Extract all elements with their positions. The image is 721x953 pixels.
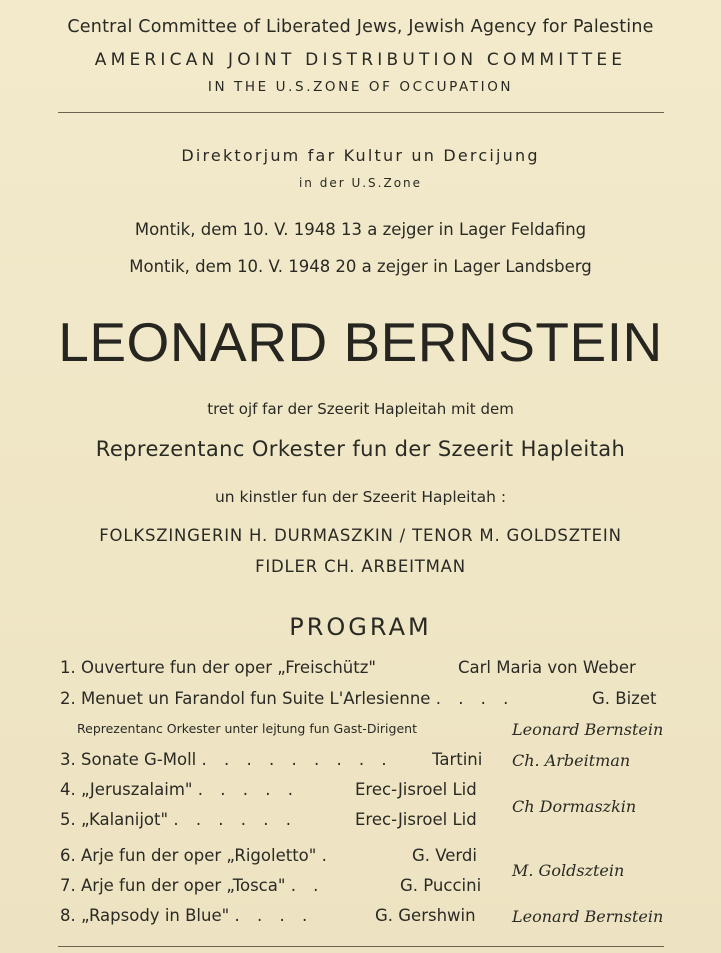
intro-line-3: un kinstler fun der Szeerit Hapleitah : <box>214 488 507 506</box>
leader-dots: . . <box>290 876 325 895</box>
performer-name: Leonard Bernstein <box>512 720 664 739</box>
leader-dots: . . . . . . <box>173 810 298 829</box>
directorate-line-1: Direktorjum far Kultur un Dercijung <box>181 146 540 165</box>
program-item <box>60 810 297 829</box>
top-rule <box>58 112 664 113</box>
leader-dots: . <box>321 846 333 865</box>
intro-line-2: Reprezentanc Orkester fun der Szeerit Hapleitah <box>95 437 626 461</box>
program-heading: PROGRAM <box>289 613 432 641</box>
item-composer: G. Gershwin <box>375 906 476 925</box>
item-title: „Kalanijot" <box>81 810 169 829</box>
leader-dots: . . . . <box>234 906 314 925</box>
item-composer: Tartini <box>432 750 483 769</box>
item-title: Ouverture fun der oper „Freischütz" <box>81 658 376 677</box>
leader-dots: . . . . . <box>197 780 299 799</box>
header-line-3: IN THE U.S.ZONE OF OCCUPATION <box>207 79 514 95</box>
page-title: LEONARD BERNSTEIN <box>58 311 663 373</box>
program-item <box>60 689 514 708</box>
item-title: Arje fun der oper „Tosca" <box>81 876 286 895</box>
item-number: 4. <box>60 780 76 799</box>
performer-name: Ch Dormaszkin <box>512 797 637 816</box>
item-title: Menuet un Farandol fun Suite L'Arlesienne <box>81 689 431 708</box>
item-title: Sonate G-Moll <box>81 750 197 769</box>
performers-line-1: FOLKSZINGERIN H. DURMASZKIN / TENOR M. GOLDSZTEIN <box>99 526 622 545</box>
bottom-rule <box>58 946 664 947</box>
item-title: Arje fun der oper „Rigoletto" <box>81 846 317 865</box>
item-composer: G. Bizet <box>592 689 657 708</box>
intro-line-1: tret ojf far der Szeerit Hapleitah mit dem <box>207 400 514 418</box>
item-number: 1. <box>60 658 76 677</box>
item-number: 3. <box>60 750 76 769</box>
item-composer: G. Puccini <box>400 876 482 895</box>
header-line-1: Central Committee of Liberated Jews, Jewish Agency for Palestine <box>67 17 654 37</box>
performers-line-2: FIDLER CH. ARBEITMAN <box>255 557 466 576</box>
item-composer: Erec-Jisroel Lid <box>355 780 477 799</box>
program-item <box>60 658 376 677</box>
performer-name: Ch. Arbeitman <box>512 751 631 770</box>
performer-name: Leonard Bernstein <box>512 907 664 926</box>
item-number: 5. <box>60 810 76 829</box>
program-item <box>60 750 393 769</box>
performer-name: M. Goldsztein <box>512 861 625 880</box>
directorate-line-2: in der U.S.Zone <box>298 176 423 190</box>
leader-dots: . . . . . . . . . <box>201 750 393 769</box>
leader-dots: . . . . <box>435 689 515 708</box>
orchestra-note: Reprezentanc Orkester unter lejtung fun Gast-Dirigent <box>77 721 417 736</box>
date-line-2: Montik, dem 10. V. 1948 20 a zejger in Lager Landsberg <box>129 257 592 276</box>
item-composer: Carl Maria von Weber <box>458 658 636 677</box>
item-title: „Rapsody in Blue" <box>81 906 230 925</box>
program-item <box>60 906 313 925</box>
item-number: 6. <box>60 846 76 865</box>
item-number: 8. <box>60 906 76 925</box>
program-item <box>60 876 324 895</box>
item-composer: Erec-Jisroel Lid <box>355 810 477 829</box>
item-title: „Jeruszalaim" <box>81 780 193 799</box>
item-number: 2. <box>60 689 76 708</box>
header-line-2: AMERICAN JOINT DISTRIBUTION COMMITTEE <box>94 50 627 70</box>
program-item <box>60 780 299 799</box>
item-number: 7. <box>60 876 76 895</box>
item-composer: G. Verdi <box>412 846 477 865</box>
date-line-1: Montik, dem 10. V. 1948 13 a zejger in Lager Feldafing <box>134 220 587 239</box>
program-item <box>60 846 333 865</box>
